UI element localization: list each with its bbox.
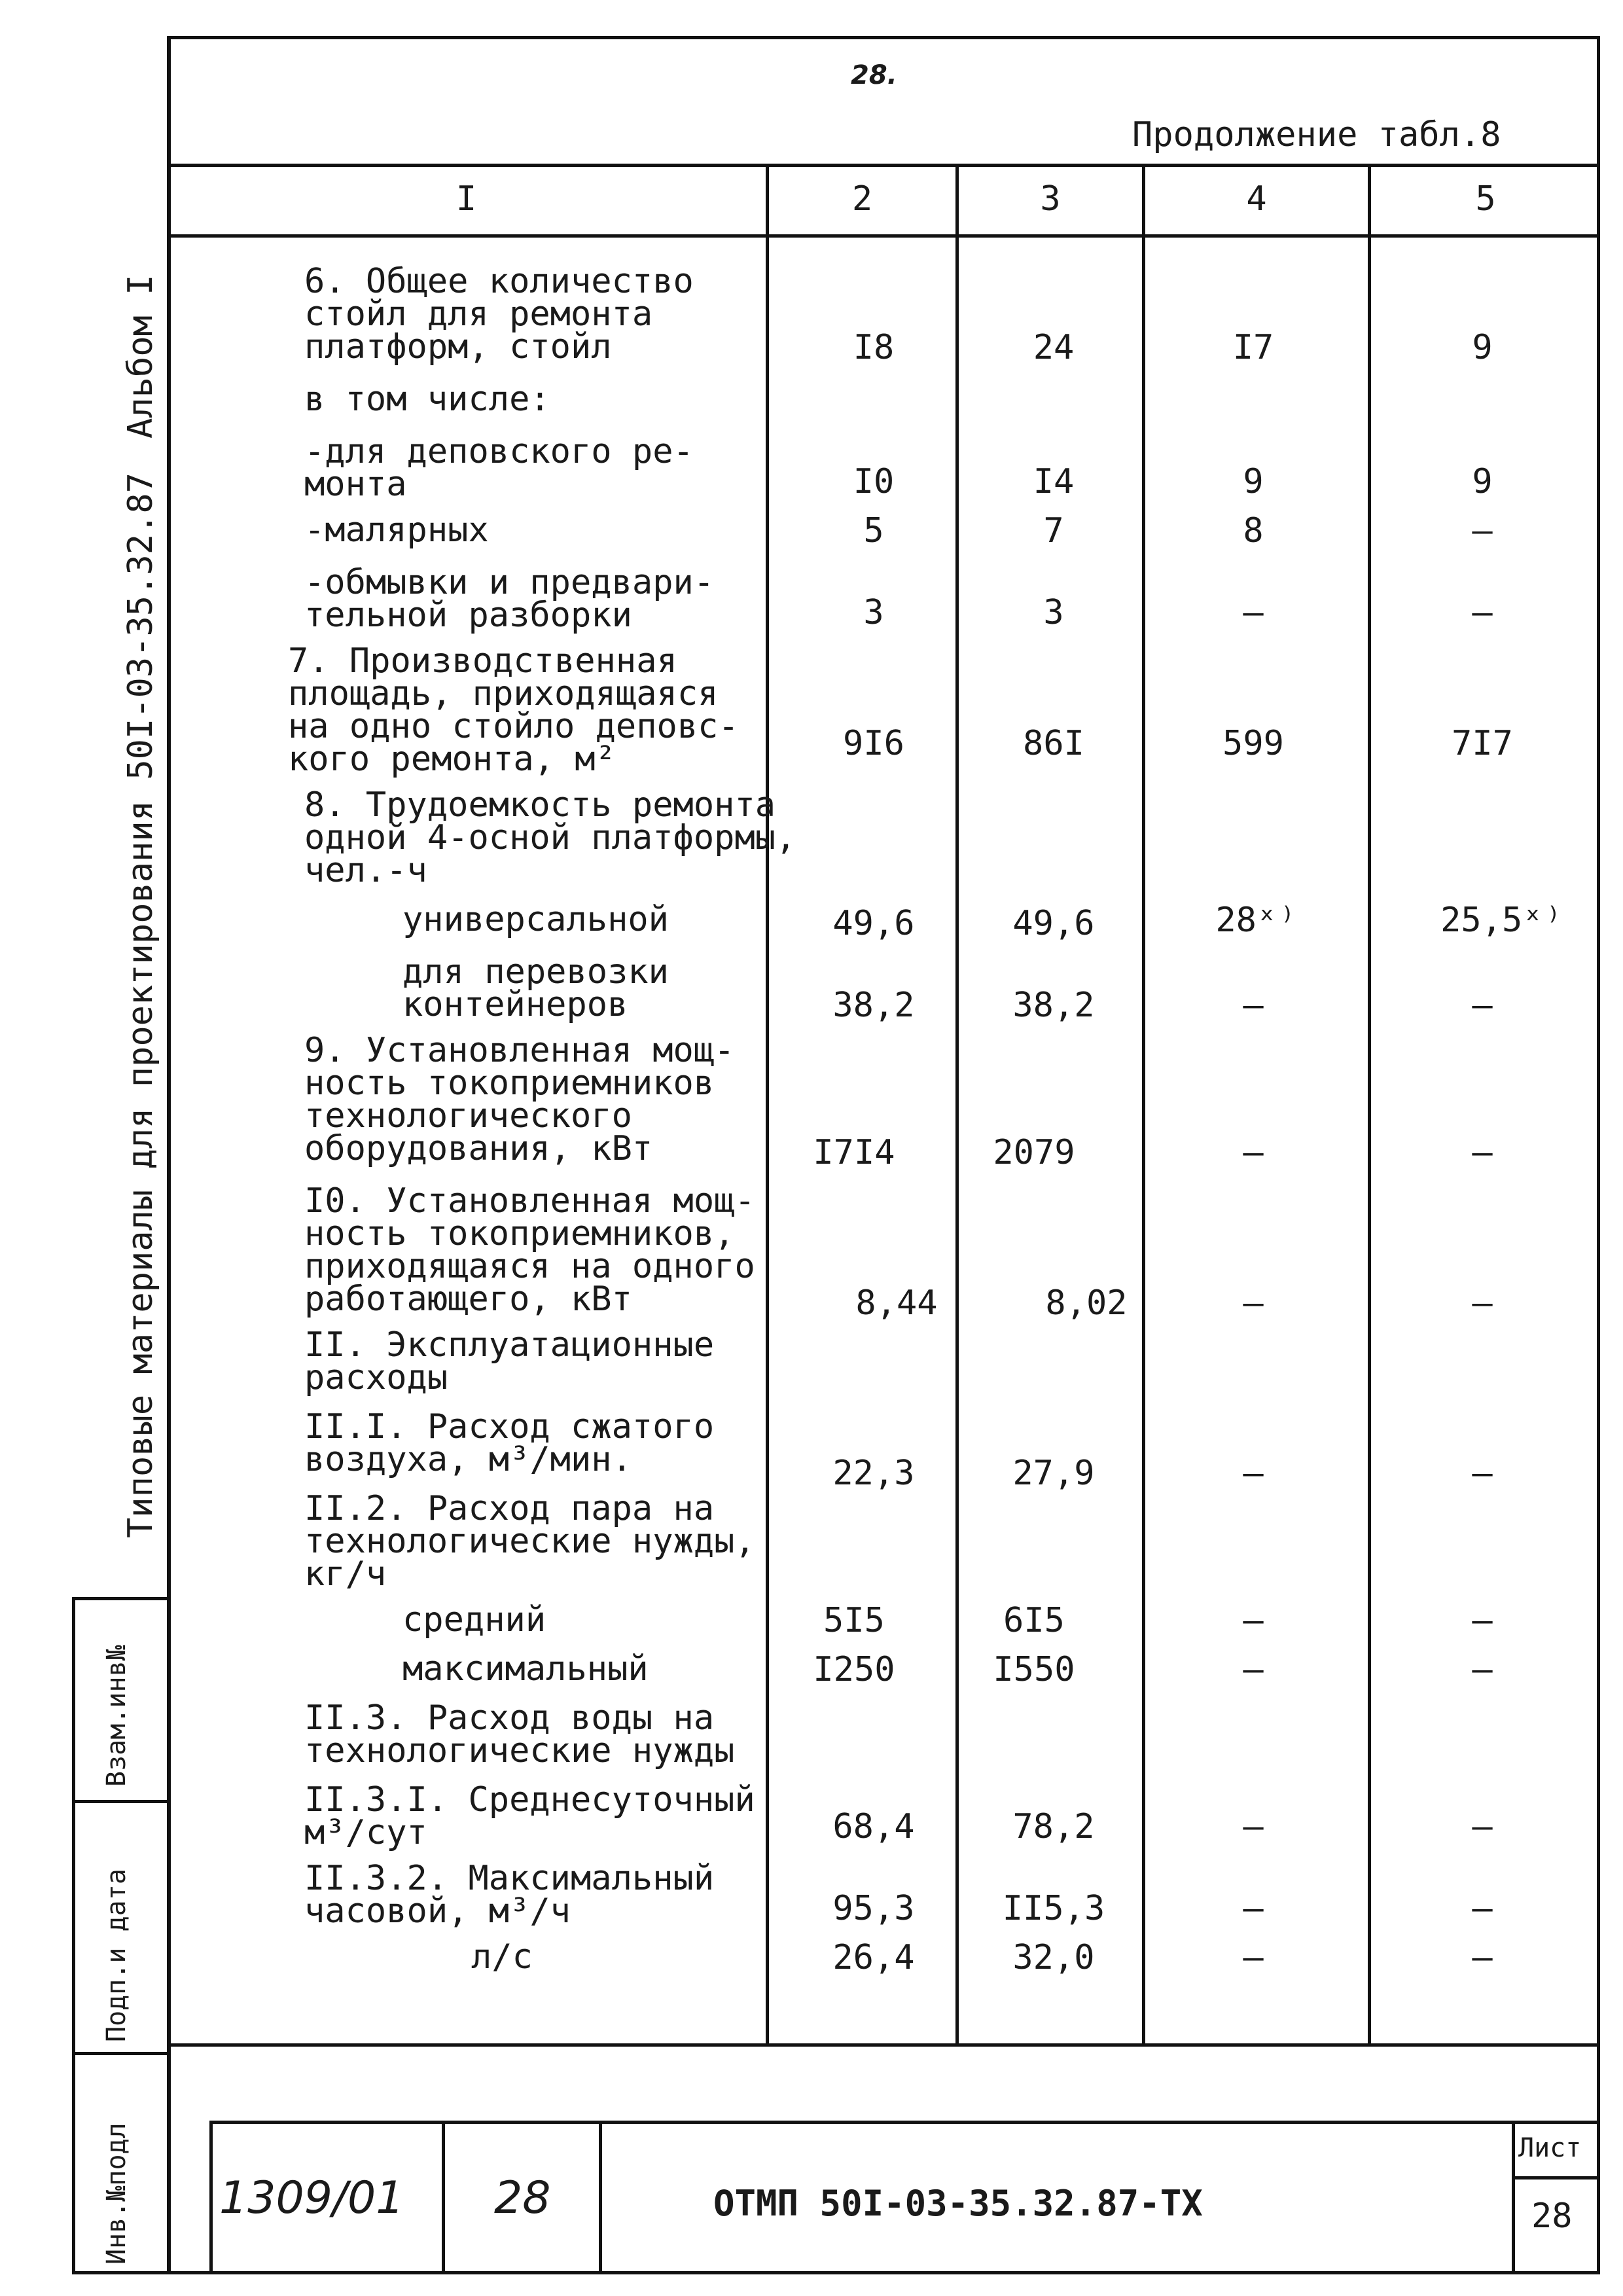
cell-col5: – [1472, 1133, 1493, 1172]
album-label: Альбом I [121, 274, 160, 439]
row-label: II.3. Расход воды на технологические нужды [304, 1698, 735, 1770]
row-label: 8. Трудоемкость ремонта одной 4-осной платформы, чел.-ч [304, 785, 796, 890]
side-stamp-left [72, 1597, 75, 2274]
cell-col2: 8,44 [855, 1283, 938, 1323]
cell-col2: 38,2 [832, 986, 915, 1025]
cell-col2: 26,4 [832, 1938, 915, 1977]
cell-col5: – [1472, 986, 1493, 1025]
header-col-5: 5 [1475, 179, 1496, 219]
title-block-div-3 [1512, 2121, 1515, 2274]
cell-col5: 9 [1472, 328, 1493, 367]
row-label: II. Эксплуатационные расходы [304, 1325, 715, 1397]
cell-col4: – [1243, 1283, 1264, 1323]
cell-col2: 49,6 [832, 904, 915, 943]
cell-col4: – [1243, 1807, 1264, 1846]
table-top-border [167, 164, 1600, 167]
cell-col2: I7I4 [813, 1133, 895, 1172]
row-label: универсальной [402, 900, 669, 939]
side-stamp-bottom [72, 2271, 170, 2274]
cell-col3: 8,02 [1045, 1283, 1128, 1323]
cell-col3: I550 [993, 1650, 1075, 1689]
cell-col3: I4 [1033, 462, 1075, 501]
handwritten-page-number: 28 [494, 2172, 551, 2224]
cell-col5: – [1472, 1454, 1493, 1493]
cell-col3: 49,6 [1012, 904, 1095, 943]
col-divider-4 [1368, 164, 1371, 2047]
col-divider-1 [766, 164, 769, 2047]
cell-col3: 32,0 [1012, 1938, 1095, 1977]
cell-col3: 7 [1043, 511, 1064, 550]
title-block-top [209, 2121, 1600, 2124]
cell-col5: – [1472, 1807, 1493, 1846]
cell-col4: I7 [1232, 328, 1274, 367]
row-label: средний [402, 1600, 546, 1640]
cell-col5: 9 [1472, 462, 1493, 501]
vzam-label: Взам.инв№ [101, 1645, 132, 1787]
cell-col5: – [1472, 1938, 1493, 1977]
cell-col2: 5 [863, 511, 884, 550]
table-bottom-border [167, 2043, 1600, 2047]
col-divider-2 [955, 164, 959, 2047]
cell-col4: – [1243, 1650, 1264, 1689]
header-col-3: 3 [1040, 179, 1061, 219]
row-label: 6. Общее количество стойл для ремонта платформ, стойл [304, 262, 694, 367]
row-label: II.I. Расход сжатого воздуха, м³/мин. [304, 1407, 715, 1479]
document-code: ОТМП 50I-03-35.32.87-ТХ [713, 2183, 1203, 2224]
title-block-div-1 [442, 2121, 445, 2274]
header-col-1: I [455, 179, 477, 219]
cell-col4: – [1243, 1938, 1264, 1977]
cell-col4: – [1243, 1601, 1264, 1640]
header-col-4: 4 [1246, 179, 1267, 219]
sheet-number: 28 [1531, 2197, 1573, 2236]
cell-col5: – [1472, 511, 1493, 550]
cell-col3: 78,2 [1012, 1807, 1095, 1846]
sheet-label: Лист [1518, 2133, 1582, 2163]
row-label: 7. Производственная площадь, приходящаяся на одно стойло деповс- кого ремонта, м² [288, 641, 739, 779]
cell-col4: 28ˣ⁾ [1215, 901, 1298, 940]
cell-col3: 86I [1023, 724, 1084, 763]
inventory-number: 1309/01 [219, 2172, 404, 2224]
cell-col3: 6I5 [1003, 1601, 1065, 1640]
cell-col2: I8 [853, 328, 895, 367]
cell-col5: – [1472, 1889, 1493, 1928]
row-label: в том числе: [304, 380, 550, 419]
cell-col2: 3 [863, 593, 884, 632]
cell-col4: – [1243, 593, 1264, 632]
row-label: II.3.I. Среднесуточный м³/сут [304, 1780, 755, 1852]
cell-col2: 68,4 [832, 1807, 915, 1846]
row-label: II.2. Расход пара на технологические нужды, кг/ч [304, 1489, 755, 1594]
series-label: Типовые материалы для проектирования 50I-03-35.32.87 [121, 473, 160, 1538]
side-stamp-top [72, 1597, 170, 1600]
side-stamp-div-1 [72, 1800, 170, 1803]
cell-col2: I0 [853, 462, 895, 501]
header-col-2: 2 [851, 179, 873, 219]
cell-col3: 38,2 [1012, 986, 1095, 1025]
cell-col3: 2079 [993, 1133, 1075, 1172]
cell-col2: 5I5 [823, 1601, 885, 1640]
title-block-bottom [167, 2271, 1600, 2274]
cell-col5: – [1472, 593, 1493, 632]
col-divider-3 [1142, 164, 1145, 2047]
cell-col4: 9 [1243, 462, 1264, 501]
cell-col4: – [1243, 1133, 1264, 1172]
cell-col5: 7I7 [1452, 724, 1513, 763]
side-stamp-div-2 [72, 2052, 170, 2055]
cell-col2: 95,3 [832, 1889, 915, 1928]
cell-col3: 24 [1033, 328, 1075, 367]
cell-col4: – [1243, 1889, 1264, 1928]
row-label: II.3.2. Максимальный часовой, м³/ч [304, 1859, 715, 1931]
cell-col4: 599 [1222, 724, 1284, 763]
cell-col3: 27,9 [1012, 1454, 1095, 1493]
row-label: -для деповского ре- монта [304, 432, 694, 504]
cell-col3: II5,3 [1002, 1889, 1105, 1928]
cell-col5: – [1472, 1650, 1493, 1689]
title-block-left [209, 2121, 213, 2274]
cell-col2: 22,3 [832, 1454, 915, 1493]
sheet-cell-divider [1512, 2176, 1600, 2179]
cell-col5: – [1472, 1601, 1493, 1640]
cell-col2: I250 [813, 1650, 895, 1689]
continuation-label: Продолжение табл.8 [1132, 115, 1501, 154]
cell-col4: 8 [1243, 511, 1264, 550]
row-label: л/с [471, 1937, 533, 1977]
cell-col4: – [1243, 986, 1264, 1025]
row-label: для перевозки контейнеров [402, 952, 669, 1024]
inv-label: Инв.№подл [101, 2123, 132, 2265]
title-block-div-2 [599, 2121, 602, 2274]
row-label: I0. Установленная мощ- ность токоприемников, приходящаяся на одного работающего, кВт [304, 1181, 755, 1319]
podp-label: Подп.и дата [101, 1869, 132, 2042]
cell-col4: – [1243, 1454, 1264, 1493]
page-number: 28. [851, 60, 897, 90]
cell-col5: – [1472, 1283, 1493, 1323]
cell-col3: 3 [1043, 593, 1064, 632]
cell-col5: 25,5ˣ⁾ [1440, 901, 1563, 940]
row-label: 9. Установленная мощ- ность токоприемников технологического оборудования, кВт [304, 1031, 735, 1168]
row-label: максимальный [402, 1649, 649, 1689]
cell-col2: 9I6 [843, 724, 904, 763]
row-label: -обмывки и предвари- тельной разборки [304, 563, 715, 635]
row-label: -малярных [304, 511, 489, 550]
header-bottom-border [167, 234, 1600, 238]
